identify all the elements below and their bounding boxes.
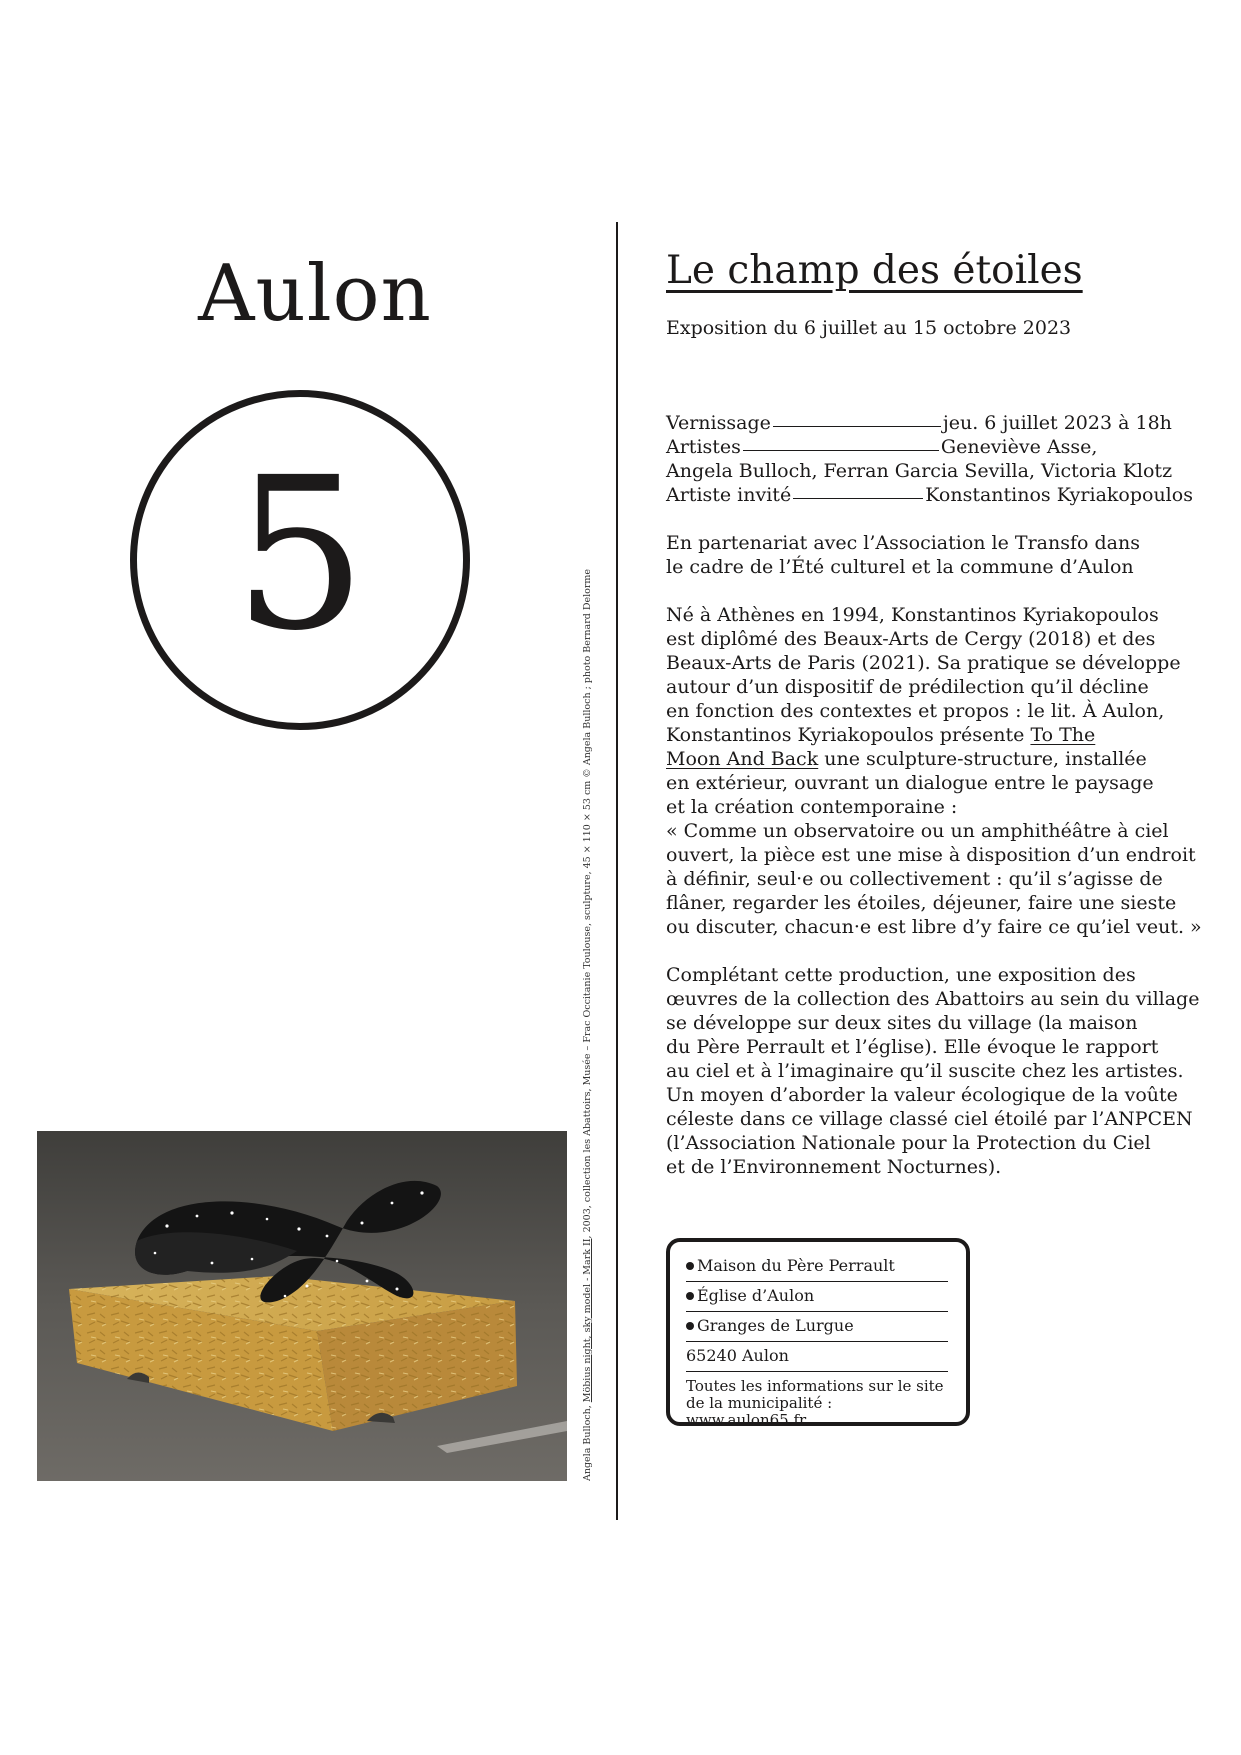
website-note: Toutes les informations sur le site de la municipalité : www.aulon65.fr xyxy=(686,1377,944,1429)
leader-line xyxy=(743,450,939,451)
invite-row xyxy=(666,483,1211,507)
artistes-value: Geneviève Asse, xyxy=(940,435,1098,458)
address-place: Granges de Lurgue xyxy=(686,1312,948,1342)
exhibition-title: Le champ des étoiles xyxy=(666,248,1083,293)
artwork-title: To The xyxy=(1030,723,1096,746)
artistes-continued: Angela Bulloch, Ferran Garcia Sevilla, Victoria Klotz xyxy=(666,459,1173,482)
site-number: 5 xyxy=(233,432,367,677)
address-place: Maison du Père Perrault xyxy=(686,1252,948,1282)
bullet-icon xyxy=(686,1262,694,1270)
artist-bio-paragraph: Né à Athènes en 1994, Konstantinos Kyriakopoulos est diplômé des Beaux-Arts de Cergy (2018) et des Beaux-Arts de Paris (2021). Sa pratique se développe autour d’un dispositif de prédilection qu’il décline en fonction des contextes et propos : le lit. À Aulon, Konstantinos Kyriakopoulos présente To The Moon And Back une sculpture-structure, installée en extérieur, ouvrant un dialogue entre le paysage et la création contemporaine : « Comme un observatoire ou un amphithéâtre à ciel ouvert, la pièce est une mise à disposition d’un endroit à définir, seul·e ou collectivement : qu’il s’agisse de flâner, regarder les étoiles, déjeuner, faire une sieste ou discuter, chacun·e est libre d’y faire ce qu’iel veut. » xyxy=(666,603,1202,938)
collection-paragraph: Complétant cette production, une exposition des œuvres de la collection des Abattoirs au sein du village se développe sur deux sites du village (la maison du Père Perrault et l’église). Elle évoque le rapport au ciel et à l’imaginaire qu’il suscite chez les artistes. Un moyen d’aborder la valeur écologique de la voûte céleste dans ce village classé ciel étoilé par l’ANPCEN (l’Association Nationale pour la Protection du Ciel et de l’Environnement Nocturnes). xyxy=(666,963,1200,1178)
site-number-badge xyxy=(130,390,470,730)
address-box xyxy=(666,1238,970,1429)
invite-value: Konstantinos Kyriakopoulos xyxy=(925,483,1193,506)
exhibition-dates: Exposition du 6 juillet au 15 octobre 2023 xyxy=(666,316,1072,339)
event-details xyxy=(666,411,1211,507)
partnership-paragraph: En partenariat avec l’Association le Transfo dans le cadre de l’Été culturel et la commune d’Aulon xyxy=(666,531,1140,578)
photo-credit-caption: Angela Bulloch, Möbius night, sky model - Mark II, 2003, collection les Abattoirs, Musée – Frac Occitanie Toulouse, sculpture, 45 × 110 × 53 cm © Angela Bulloch ; photo Bernard Delorme xyxy=(582,568,593,1481)
leader-line xyxy=(773,426,941,427)
vernissage-value: jeu. 6 juillet 2023 à 18h xyxy=(942,411,1172,434)
artwork-photo xyxy=(37,1131,567,1481)
postcode: 65240 Aulon xyxy=(686,1342,948,1372)
artistes-label: Artistes xyxy=(666,435,741,458)
artwork-title: Moon And Back xyxy=(666,747,819,770)
artistes-row xyxy=(666,435,1211,459)
invite-label: Artiste invité xyxy=(666,483,792,506)
exhibition-info xyxy=(666,250,1211,1179)
village-name: Aulon xyxy=(198,249,432,339)
address-place: Église d’Aulon xyxy=(686,1282,948,1312)
bullet-icon xyxy=(686,1322,694,1330)
description xyxy=(666,531,1211,1179)
bullet-icon xyxy=(686,1292,694,1300)
vernissage-row xyxy=(666,411,1211,435)
leader-line xyxy=(793,498,923,499)
column-divider xyxy=(616,222,618,1520)
vernissage-label: Vernissage xyxy=(666,411,771,434)
